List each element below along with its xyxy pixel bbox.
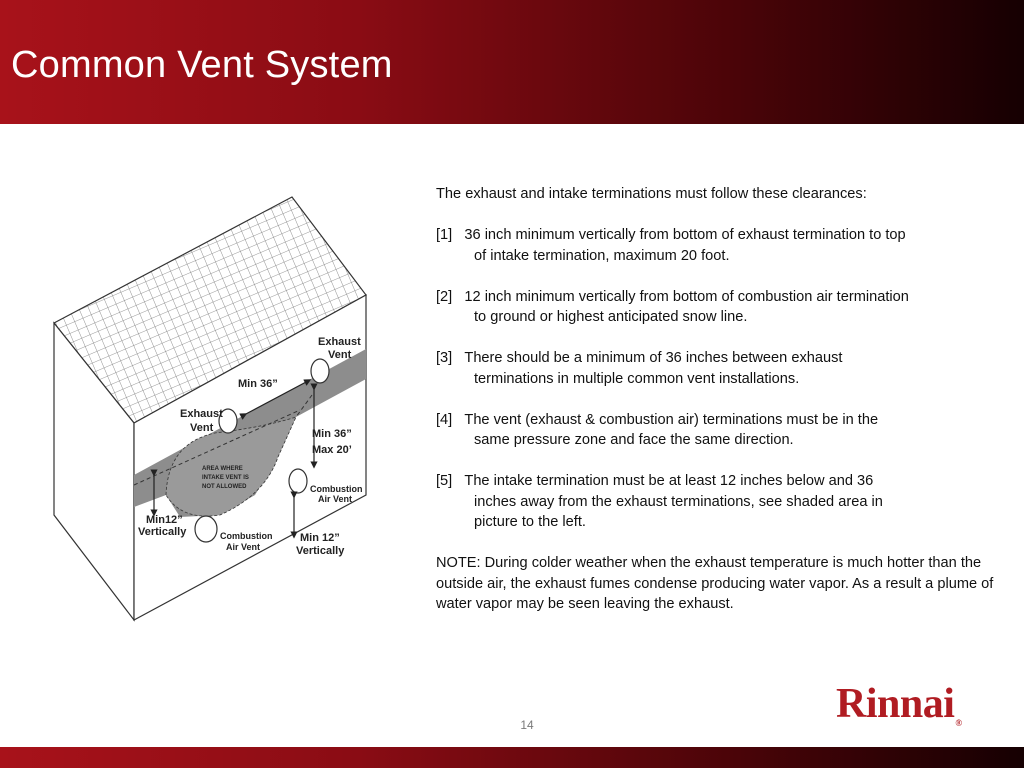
- label-area-2: INTAKE VENT IS: [202, 475, 249, 481]
- label-min36-horizontal: Min 36”: [238, 378, 278, 390]
- item-number: [4]: [436, 411, 453, 428]
- vent-clearance-diagram: [50, 195, 390, 625]
- item-number: [1]: [436, 227, 453, 243]
- note-paragraph: NOTE: During colder weather when the exhaust temperature is much hotter than the outside air, the exhaust fumes condense producing water vapor. As a result a plume of water vapor may be seen leaving the exhaust.: [436, 555, 994, 612]
- footer-bar: [0, 747, 1024, 768]
- exhaust-vent-top: [311, 359, 329, 383]
- label-exhaust-vent-top-2: Vent: [328, 349, 352, 361]
- label-area-1: AREA WHERE: [202, 466, 243, 472]
- list-item: [436, 471, 996, 533]
- page-number: 14: [520, 718, 534, 732]
- list-item: [436, 410, 996, 451]
- label-exhaust-vent-top-1: Exhaust: [318, 336, 361, 348]
- intro-paragraph: The exhaust and intake terminations must follow these clearances:: [436, 186, 867, 202]
- item-text-cont: inches away from the exhaust terminations, see shaded area in: [474, 493, 883, 510]
- item-text: There should be a minimum of 36 inches between exhaust: [464, 350, 843, 366]
- list-item: [436, 287, 996, 328]
- registered-mark: ®: [955, 718, 962, 728]
- item-text: The vent (exhaust & combustion air) terminations must be in the: [464, 411, 879, 428]
- item-text: 12 inch minimum vertically from bottom of combustion air termination: [464, 288, 909, 305]
- logo-text: Rinnai: [836, 681, 955, 727]
- item-text-cont: to ground or highest anticipated snow line.: [474, 309, 748, 325]
- label-combustion-right-1: Combustion: [310, 484, 363, 494]
- item-number: [3]: [436, 350, 453, 366]
- slide-title: Common Vent System: [11, 44, 393, 86]
- item-text-cont: picture to the left.: [474, 514, 586, 530]
- item-text: 36 inch minimum vertically from bottom of exhaust termination to top: [464, 227, 906, 243]
- title-banner: [0, 0, 1024, 124]
- label-combustion-left-2: Air Vent: [226, 542, 261, 552]
- item-text-cont: of intake termination, maximum 20 foot.: [474, 247, 730, 264]
- clearance-text: [436, 184, 996, 615]
- label-min12-left-1: Min12”: [146, 514, 183, 526]
- label-min12-left-2: Vertically: [138, 526, 187, 538]
- label-min36-vertical: Min 36”: [312, 428, 352, 440]
- label-combustion-left-1: Combustion: [220, 531, 273, 541]
- label-min12-right-1: Min 12”: [300, 532, 340, 544]
- combustion-vent-right: [289, 469, 307, 493]
- label-combustion-right-2: Air Vent: [318, 494, 353, 504]
- label-exhaust-vent-left-2: Vent: [190, 422, 214, 434]
- list-item: [436, 348, 996, 389]
- label-min12-right-2: Vertically: [296, 545, 345, 557]
- rinnai-logo: [836, 680, 962, 728]
- item-text-cont: same pressure zone and face the same direction.: [474, 432, 794, 448]
- item-text-cont: terminations in multiple common vent installations.: [474, 370, 800, 387]
- label-area-3: NOT ALLOWED: [202, 484, 247, 490]
- label-exhaust-vent-left-1: Exhaust: [180, 408, 223, 420]
- label-max20: Max 20’: [312, 444, 352, 456]
- combustion-vent-left: [195, 516, 217, 542]
- item-text: The intake termination must be at least 12 inches below and 36: [464, 473, 874, 489]
- item-number: [2]: [436, 288, 453, 305]
- item-number: [5]: [436, 473, 453, 489]
- list-item: [436, 225, 996, 266]
